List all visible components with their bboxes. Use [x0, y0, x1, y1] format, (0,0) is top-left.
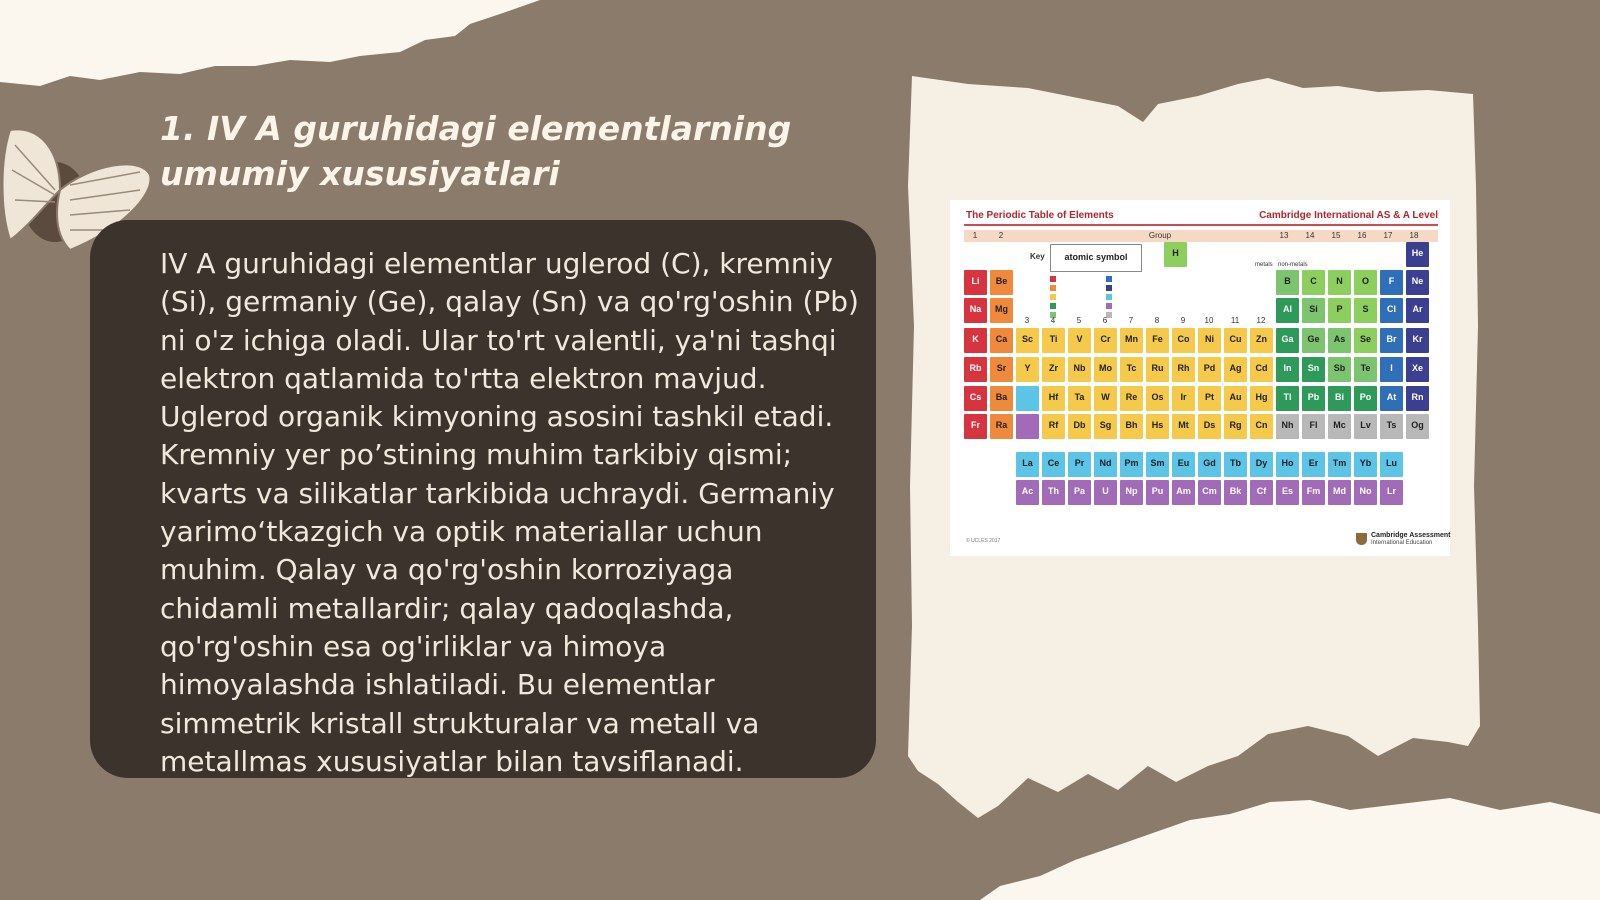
element-symbol: Es [1281, 486, 1293, 496]
element-symbol: Rg [1229, 420, 1242, 430]
element-symbol: Tl [1283, 392, 1292, 402]
element-cell-bh [1120, 414, 1143, 439]
element-symbol: Rf [1048, 420, 1059, 430]
element-cell-sb [1328, 357, 1351, 382]
element-cell-pd [1198, 357, 1221, 382]
element-symbol: Ti [1049, 334, 1058, 344]
element-symbol: Cs [969, 392, 982, 402]
slide-title [160, 106, 860, 196]
element-symbol: In [1283, 363, 1292, 373]
element-cell-co [1172, 328, 1195, 353]
element-symbol: Hs [1151, 420, 1164, 430]
element-cell-cn [1250, 414, 1273, 439]
element-cell-mo [1094, 357, 1117, 382]
element-symbol: Ru [1151, 363, 1164, 373]
element-cell-hf [1042, 386, 1065, 411]
element-cell-k [964, 328, 987, 353]
body-text: IV A guruhidagi elementlar uglerod (C), kremniy (Si), germaniy (Ge), qalay (Sn) va qo'rg'oshin (Pb) ni o'z ichiga oladi. Ular to'rt valentli, ya'ni tashqi elektron qatlamida to'rtta elektron mavjud. Uglerod organik kimyoning asosini tashkil etadi. Kremniy yer po’stining muhim tarkibiy qismi; kvarts va silikatlar tarkibida uchraydi. Germaniy yarimo‘tkazgich va optik materiallar uchun muhim. Qalay va qo'rg'oshin korroziyaga chidamli metallardir; qalay qadoqlashda, qo'rg'oshin esa og'irliklar va himoya himoyalashda ishlatiladi. Bu elementlar simmetrik kristall strukturalar va metall va metallmas xususiyatlar bilan tavsiflanadi. [160, 247, 859, 778]
element-cell-bi [1328, 386, 1351, 411]
element-symbol: Dy [1255, 458, 1268, 468]
element-symbol: Mn [1125, 334, 1138, 344]
element-cell-fr [964, 414, 987, 439]
element-cell-ni [1198, 328, 1221, 353]
element-cell-li [964, 270, 987, 295]
key-box [1050, 244, 1142, 272]
cambridge-logo [1356, 530, 1451, 548]
element-symbol: V [1076, 334, 1083, 344]
element-cell-er [1302, 452, 1325, 477]
logo-line-1: Cambridge Assessment [1371, 532, 1451, 539]
element-symbol: Nb [1073, 363, 1086, 373]
element-symbol: Cl [1387, 304, 1396, 314]
element-symbol: Cu [1229, 334, 1242, 344]
element-symbol: Ge [1307, 334, 1320, 344]
group-number-14: 14 [1305, 231, 1315, 240]
element-cell-tc [1120, 357, 1143, 382]
element-cell-br [1380, 328, 1403, 353]
element-cell-hg [1250, 386, 1273, 411]
element-symbol: S [1362, 304, 1369, 314]
element-cell-mn [1120, 328, 1143, 353]
element-cell-pu [1146, 480, 1169, 505]
element-cell-rh [1172, 357, 1195, 382]
group-number-12: 12 [1256, 316, 1266, 325]
element-symbol: Sb [1333, 363, 1346, 373]
element-symbol: Ts [1386, 420, 1397, 430]
element-cell-cf [1250, 480, 1273, 505]
element-symbol: Rn [1411, 392, 1424, 402]
group-number-5: 5 [1076, 316, 1082, 325]
element-cell-th [1042, 480, 1065, 505]
element-symbol: Kr [1412, 334, 1423, 344]
element-cell-xe [1406, 357, 1429, 382]
element-symbol: Ta [1074, 392, 1085, 402]
element-cell-pb [1302, 386, 1325, 411]
nonmetals-label: non-metals [1278, 262, 1308, 268]
element-cell-w [1094, 386, 1117, 411]
element-symbol: Ra [995, 420, 1008, 430]
element-symbol: Pa [1073, 486, 1085, 496]
element-symbol: Yb [1359, 458, 1372, 468]
group-number-1: 1 [972, 231, 978, 240]
element-symbol: Os [1151, 392, 1164, 402]
element-symbol: Be [995, 276, 1008, 286]
element-cell-pm [1120, 452, 1143, 477]
shield-icon [1356, 533, 1367, 545]
element-symbol: Au [1229, 392, 1242, 402]
element-symbol: Nd [1099, 458, 1112, 468]
element-symbol: Br [1386, 334, 1397, 344]
element-symbol: Te [1360, 363, 1371, 373]
element-symbol: Ir [1180, 392, 1187, 402]
element-symbol: K [972, 334, 979, 344]
element-symbol: Sr [996, 363, 1007, 373]
element-symbol: Mc [1333, 420, 1346, 430]
element-cell-tl [1276, 386, 1299, 411]
element-symbol: Ni [1205, 334, 1214, 344]
element-cell-v [1068, 328, 1091, 353]
element-cell-ir [1172, 386, 1195, 411]
element-symbol: La [1022, 458, 1033, 468]
element-cell-ce [1042, 452, 1065, 477]
element-cell-pt [1198, 386, 1221, 411]
element-cell-n [1328, 270, 1351, 295]
element-symbol: Po [1359, 392, 1372, 402]
element-cell-no [1354, 480, 1377, 505]
element-symbol: Ar [1412, 304, 1423, 314]
element-symbol: He [1411, 248, 1424, 258]
periodic-table-brand: Cambridge International AS & A Level [1259, 210, 1438, 221]
element-symbol: Ag [1229, 363, 1242, 373]
element-cell-rn [1406, 386, 1429, 411]
element-symbol: H [1172, 248, 1179, 258]
element-cell-fl [1302, 414, 1325, 439]
periodic-table-image [950, 200, 1450, 556]
element-symbol: Tb [1230, 458, 1241, 468]
copyright-text: © UCLES 2017 [966, 538, 1001, 544]
element-cell-c [1302, 270, 1325, 295]
element-cell-s [1354, 298, 1377, 323]
group-number-18: 18 [1409, 231, 1419, 240]
element-cell-sc [1016, 328, 1039, 353]
element-cell-fe [1146, 328, 1169, 353]
element-symbol: Ga [1281, 334, 1294, 344]
element-cell-si [1302, 298, 1325, 323]
element-cell-b [1276, 270, 1299, 295]
element-cell-ca [990, 328, 1013, 353]
element-symbol: Db [1073, 420, 1086, 430]
group-number-4: 4 [1050, 316, 1056, 325]
group-label: Group [1148, 231, 1172, 240]
element-symbol: U [1102, 486, 1109, 496]
element-cell-os [1146, 386, 1169, 411]
element-symbol: F [1388, 276, 1395, 286]
element-symbol: Na [969, 304, 982, 314]
element-symbol: I [1390, 363, 1393, 373]
element-cell-ds [1198, 414, 1221, 439]
element-cell-lr [1380, 480, 1403, 505]
element-cell-ho [1276, 452, 1299, 477]
element-symbol: Pb [1307, 392, 1320, 402]
element-cell-ru [1146, 357, 1169, 382]
element-cell-ge [1302, 328, 1325, 353]
element-symbol: Er [1308, 458, 1319, 468]
element-cell-lu [1380, 452, 1403, 477]
element-symbol: Np [1125, 486, 1138, 496]
element-symbol: Cr [1100, 334, 1111, 344]
element-symbol: Zr [1049, 363, 1058, 373]
element-cell-es [1276, 480, 1299, 505]
element-symbol: C [1310, 276, 1317, 286]
element-cell-ac [1016, 480, 1039, 505]
element-cell-in [1276, 357, 1299, 382]
element-cell-sm [1146, 452, 1169, 477]
element-cell-kr [1406, 328, 1429, 353]
element-symbol: Si [1309, 304, 1318, 314]
element-cell-og [1406, 414, 1429, 439]
group-number-2: 2 [998, 231, 1004, 240]
element-cell-bk [1224, 480, 1247, 505]
periodic-table-title: The Periodic Table of Elements [966, 210, 1114, 221]
element-symbol: Pd [1203, 363, 1216, 373]
element-cell-dy [1250, 452, 1273, 477]
element-symbol: Sm [1150, 458, 1165, 468]
lanthanide-placeholder [1016, 386, 1039, 411]
element-symbol: N [1336, 276, 1343, 286]
element-symbol: Lv [1360, 420, 1371, 430]
element-symbol: Li [971, 276, 980, 286]
element-cell-nd [1094, 452, 1117, 477]
element-cell-tb [1224, 452, 1247, 477]
group-number-10: 10 [1204, 316, 1214, 325]
legend-swatches [1050, 274, 1270, 318]
group-number-7: 7 [1128, 316, 1134, 325]
element-symbol: B [1284, 276, 1291, 286]
element-symbol: Rb [969, 363, 982, 373]
group-number-16: 16 [1357, 231, 1367, 240]
element-cell-ta [1068, 386, 1091, 411]
element-symbol: P [1336, 304, 1343, 314]
element-cell-rb [964, 357, 987, 382]
element-cell-rf [1042, 414, 1065, 439]
element-symbol: Co [1177, 334, 1190, 344]
element-symbol: O [1361, 276, 1369, 286]
element-symbol: Cd [1255, 363, 1268, 373]
element-cell-ne [1406, 270, 1429, 295]
element-cell-o [1354, 270, 1377, 295]
element-cell-na [964, 298, 987, 323]
group-number-13: 13 [1279, 231, 1289, 240]
element-symbol: Fr [971, 420, 980, 430]
element-cell-lv [1354, 414, 1377, 439]
element-symbol: Pr [1074, 458, 1085, 468]
element-symbol: No [1359, 486, 1372, 496]
element-cell-ti [1042, 328, 1065, 353]
element-symbol: Re [1125, 392, 1138, 402]
element-cell-mc [1328, 414, 1351, 439]
title-rule [964, 224, 1438, 226]
element-cell-te [1354, 357, 1377, 382]
element-symbol: Ac [1021, 486, 1034, 496]
element-cell-at [1380, 386, 1403, 411]
element-cell-fm [1302, 480, 1325, 505]
element-cell-he [1406, 242, 1429, 267]
element-cell-be [990, 270, 1013, 295]
element-symbol: Th [1048, 486, 1059, 496]
element-cell-u [1094, 480, 1117, 505]
element-cell-md [1328, 480, 1351, 505]
element-symbol: Ho [1281, 458, 1294, 468]
element-symbol: Lr [1387, 486, 1396, 496]
group-number-17: 17 [1383, 231, 1393, 240]
element-symbol: Mo [1099, 363, 1112, 373]
logo-line-2: International Education [1371, 540, 1433, 546]
element-symbol: Hg [1255, 392, 1268, 402]
element-cell-pa [1068, 480, 1091, 505]
element-symbol: W [1101, 392, 1110, 402]
element-symbol: Mg [995, 304, 1008, 314]
element-cell-hs [1146, 414, 1169, 439]
element-symbol: Sc [1021, 334, 1033, 344]
element-symbol: Mt [1178, 420, 1189, 430]
element-cell-ar [1406, 298, 1429, 323]
metals-label: metals [1255, 262, 1273, 268]
element-cell-po [1354, 386, 1377, 411]
element-symbol: Eu [1177, 458, 1190, 468]
element-symbol: Lu [1386, 458, 1397, 468]
element-cell-nh [1276, 414, 1299, 439]
element-symbol: Pu [1151, 486, 1164, 496]
element-symbol: Bk [1229, 486, 1242, 496]
element-symbol: Bi [1335, 392, 1344, 402]
element-cell-sg [1094, 414, 1117, 439]
element-symbol: Sg [1099, 420, 1112, 430]
element-symbol: As [1333, 334, 1346, 344]
element-cell-eu [1172, 452, 1195, 477]
key-label: Key [1030, 252, 1045, 261]
element-cell-cr [1094, 328, 1117, 353]
element-symbol: Tm [1332, 458, 1347, 468]
element-cell-ts [1380, 414, 1403, 439]
element-cell-gd [1198, 452, 1221, 477]
element-cell-db [1068, 414, 1091, 439]
element-symbol: Tc [1126, 363, 1137, 373]
element-cell-as [1328, 328, 1351, 353]
element-cell-al [1276, 298, 1299, 323]
torn-paper-top-left [0, 0, 540, 110]
element-symbol: Al [1283, 304, 1292, 314]
element-symbol: Bh [1125, 420, 1138, 430]
element-cell-ra [990, 414, 1013, 439]
element-cell-am [1172, 480, 1195, 505]
element-cell-ba [990, 386, 1013, 411]
element-cell-cu [1224, 328, 1247, 353]
element-symbol: Gd [1203, 458, 1216, 468]
element-cell-la [1016, 452, 1039, 477]
element-cell-au [1224, 386, 1247, 411]
element-symbol: Cn [1255, 420, 1268, 430]
element-cell-cd [1250, 357, 1273, 382]
group-number-15: 15 [1331, 231, 1341, 240]
element-symbol: Fe [1152, 334, 1163, 344]
element-cell-i [1380, 357, 1403, 382]
title-line-2: umumiy xususiyatlari [160, 154, 560, 193]
group-number-9: 9 [1180, 316, 1186, 325]
element-cell-yb [1354, 452, 1377, 477]
element-cell-cl [1380, 298, 1403, 323]
group-number-11: 11 [1230, 316, 1240, 325]
element-symbol: Ce [1047, 458, 1060, 468]
element-cell-cm [1198, 480, 1221, 505]
element-cell-sr [990, 357, 1013, 382]
group-number-3: 3 [1024, 316, 1030, 325]
group-number-6: 6 [1102, 316, 1108, 325]
element-cell-sn [1302, 357, 1325, 382]
element-symbol: Pm [1124, 458, 1139, 468]
element-cell-np [1120, 480, 1143, 505]
element-symbol: Hf [1048, 392, 1059, 402]
element-cell-re [1120, 386, 1143, 411]
element-symbol: Cf [1256, 486, 1267, 496]
element-symbol: Fl [1309, 420, 1318, 430]
element-symbol: Xe [1411, 363, 1423, 373]
element-symbol: Ds [1203, 420, 1216, 430]
element-cell-pr [1068, 452, 1091, 477]
element-cell-zn [1250, 328, 1273, 353]
element-cell-cs [964, 386, 987, 411]
element-symbol: Rh [1177, 363, 1190, 373]
element-cell-mt [1172, 414, 1195, 439]
element-symbol: Fm [1306, 486, 1321, 496]
element-cell-y [1016, 357, 1039, 382]
title-line-1: 1. IV A guruhidagi elementlarning [160, 109, 792, 148]
element-cell-f [1380, 270, 1403, 295]
element-cell-mg [990, 298, 1013, 323]
element-symbol: Ba [995, 392, 1008, 402]
element-symbol: Zn [1256, 334, 1267, 344]
element-cell-h [1164, 242, 1187, 267]
element-cell-rg [1224, 414, 1247, 439]
element-symbol: Md [1333, 486, 1346, 496]
element-cell-se [1354, 328, 1377, 353]
element-symbol: Y [1024, 363, 1031, 373]
element-symbol: Ne [1411, 276, 1424, 286]
element-symbol: Pt [1205, 392, 1214, 402]
key-symbol-label: atomic symbol [1064, 252, 1128, 262]
element-symbol: Og [1411, 420, 1424, 430]
element-symbol: Am [1176, 486, 1191, 496]
element-symbol: Se [1359, 334, 1371, 344]
element-cell-p [1328, 298, 1351, 323]
element-symbol: Sn [1307, 363, 1320, 373]
element-cell-zr [1042, 357, 1065, 382]
element-cell-ag [1224, 357, 1247, 382]
element-cell-ga [1276, 328, 1299, 353]
element-symbol: At [1386, 392, 1397, 402]
element-cell-nb [1068, 357, 1091, 382]
element-symbol: Nh [1281, 420, 1294, 430]
actinide-placeholder [1016, 414, 1039, 439]
element-symbol: Cm [1202, 486, 1217, 496]
group-number-8: 8 [1154, 316, 1160, 325]
element-cell-tm [1328, 452, 1351, 477]
element-symbol: Ca [995, 334, 1008, 344]
